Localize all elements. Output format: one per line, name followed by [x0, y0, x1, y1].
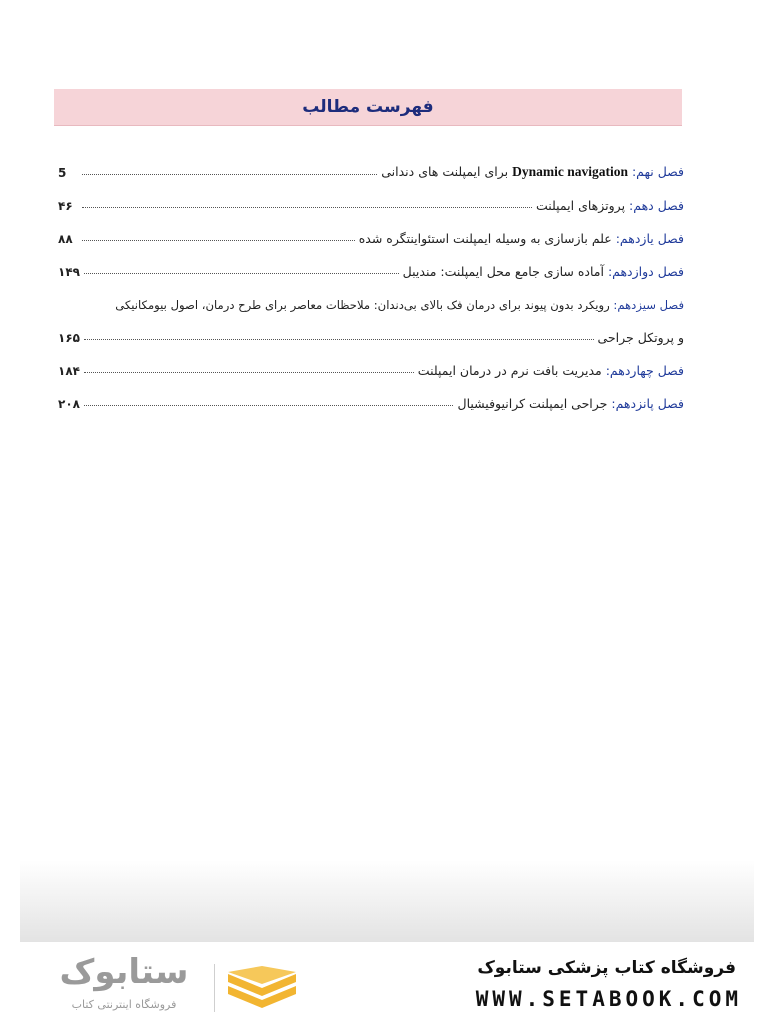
- toc-entry-text: [58, 298, 684, 317]
- toc-entry-text: [359, 231, 684, 251]
- dot-leader: [82, 207, 532, 208]
- toc-page-number: ۴۶: [58, 199, 73, 213]
- toc-chapter-label: فصل سیزدهم:: [613, 298, 684, 312]
- dot-leader: [84, 372, 414, 373]
- table-of-contents: [58, 152, 684, 416]
- store-name: فروشگاه کتاب پزشکی ستابوک: [477, 958, 736, 978]
- toc-entry-continuation[interactable]: [58, 317, 684, 350]
- toc-header-bar: [54, 89, 682, 126]
- toc-page-number: ۱۴۹: [58, 265, 80, 279]
- toc-entry-title: برای ایمپلنت های دندانی: [381, 164, 509, 179]
- toc-entry[interactable]: [58, 152, 684, 185]
- toc-entry[interactable]: [58, 383, 684, 416]
- toc-page-number: ۱۸۴: [58, 364, 80, 378]
- toc-entry-text: [381, 164, 684, 185]
- toc-entry-text: [536, 198, 684, 218]
- toc-entry-title: آماده سازی جامع محل ایمپلنت: مندیبل: [402, 264, 604, 279]
- book-logo-icon: [222, 964, 302, 1014]
- toc-chapter-label: فصل پانزدهم:: [611, 396, 684, 411]
- toc-page-number: ۱۶۵: [58, 331, 80, 345]
- toc-chapter-label: فصل یازدهم:: [615, 231, 684, 246]
- toc-chapter-label: فصل دهم:: [629, 198, 684, 213]
- toc-entry-text: [418, 363, 684, 383]
- toc-entry-title: علم بازسازی به وسیله ایمپلنت استئواینتگره شده: [358, 231, 612, 246]
- toc-entry[interactable]: [58, 218, 684, 251]
- toc-entry-text: [457, 396, 684, 416]
- dot-leader: [84, 405, 454, 406]
- toc-entry-title: رویکرد بدون پیوند برای درمان فک بالای بی‌دندان: ملاحظات معاصر برای طرح درمان، اصول بیومکانیکی: [115, 298, 610, 312]
- toc-entry[interactable]: [58, 350, 684, 383]
- page-title: فهرست مطالب: [302, 97, 434, 117]
- toc-chapter-label: فصل دوازدهم:: [607, 264, 684, 279]
- toc-entry[interactable]: [58, 284, 684, 317]
- toc-entry-title-en: Dynamic navigation: [512, 164, 628, 179]
- toc-entry-title: جراحی ایمپلنت کرانیوفیشیال: [457, 396, 608, 411]
- footer-banner: [0, 942, 772, 1024]
- dot-leader: [84, 273, 399, 274]
- toc-page-number: 5: [58, 166, 67, 180]
- toc-entry-text: [403, 264, 684, 284]
- toc-entry-title-continuation: و پروتکل جراحی: [597, 330, 684, 345]
- toc-entry-title: مدیریت بافت نرم در درمان ایمپلنت: [417, 363, 602, 378]
- store-url-link[interactable]: WWW.SETABOOK.COM: [475, 987, 742, 1011]
- dot-leader: [82, 240, 355, 241]
- toc-chapter-label: فصل چهاردهم:: [605, 363, 684, 378]
- toc-chapter-label: فصل نهم:: [631, 164, 684, 179]
- toc-entry[interactable]: [58, 251, 684, 284]
- dot-leader: [84, 339, 594, 340]
- dot-leader: [82, 174, 377, 175]
- toc-page-number: ۲۰۸: [58, 397, 80, 411]
- page-bottom-shadow: [20, 860, 754, 942]
- logo-wordmark[interactable]: ستابوک: [59, 952, 189, 992]
- toc-page-number: ۸۸: [58, 232, 73, 246]
- toc-entry-title: پروتزهای ایمپلنت: [535, 198, 626, 213]
- logo-subtitle: فروشگاه اینترنتی کتاب: [71, 998, 177, 1011]
- logo-divider: [214, 964, 215, 1012]
- toc-entry[interactable]: [58, 185, 684, 218]
